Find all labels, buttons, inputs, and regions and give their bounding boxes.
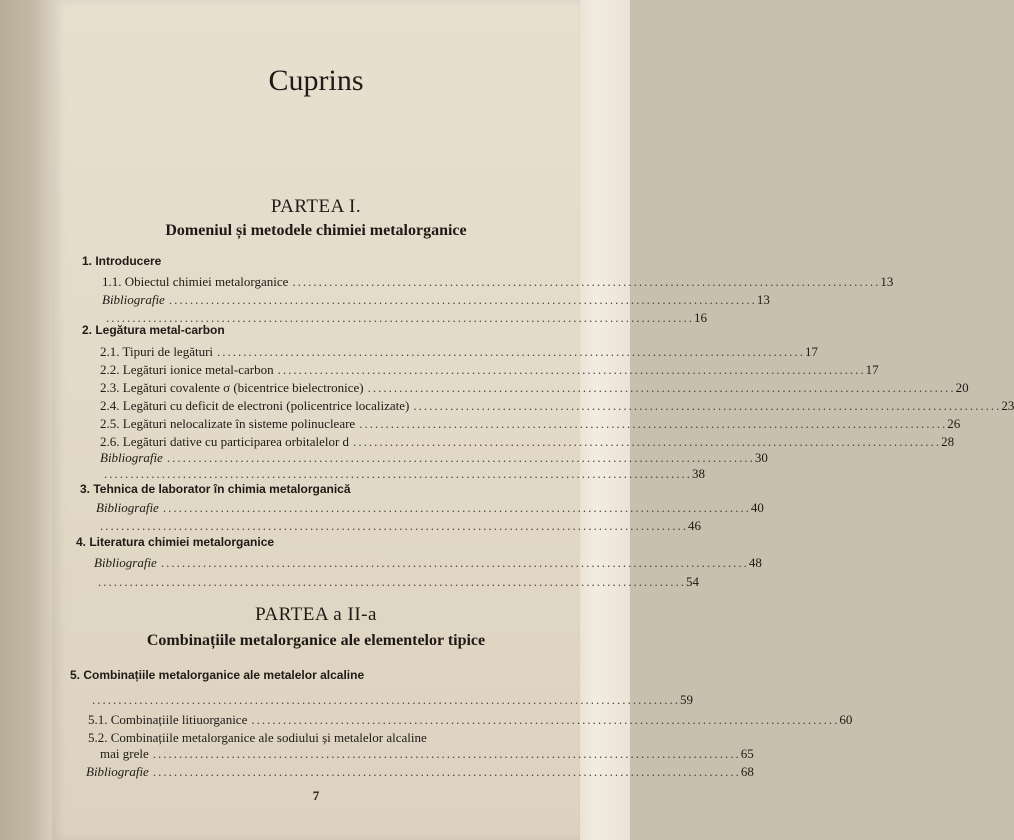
toc-entry — [96, 518, 701, 534]
leader-dots: ................................................................................................................ — [251, 712, 840, 727]
toc-entry-text: 5.1. Combinațiile litiuorganice — [88, 712, 248, 727]
toc-entry — [100, 434, 955, 450]
chapter-1-title: 1. Introducere — [82, 254, 162, 268]
toc-entry — [100, 450, 768, 466]
toc-entry-text: 5.2. Combinațiile metalorganice ale sodiului și metalelor alcaline — [88, 730, 427, 745]
leader-dots: ................................................................................................................ — [217, 344, 806, 359]
chapter-3-title: 3. Tehnica de laborator în chimia metalorganică — [80, 482, 351, 496]
toc-entry-page: 28 — [941, 434, 955, 449]
toc-entry — [86, 764, 754, 780]
toc-entry-page: 17 — [865, 362, 879, 377]
toc-entry-page: 13 — [880, 274, 894, 289]
toc-entry — [100, 416, 961, 432]
toc-entry — [100, 398, 1014, 414]
page-title: Cuprins — [268, 64, 364, 97]
page-number: 7 — [312, 788, 320, 803]
toc-entry-page: 54 — [686, 574, 699, 589]
toc-entry-text: mai grele — [100, 746, 149, 761]
book-gutter — [0, 0, 52, 840]
toc-entry-text: 2.5. Legături nelocalizate în sisteme polinucleare — [100, 416, 356, 431]
toc-entry-page: 38 — [692, 466, 705, 481]
chapter-5-title: 5. Combinațiile metalorganice ale metalelor alcaline — [70, 668, 365, 682]
toc-entry — [100, 466, 705, 482]
leader-dots: ................................................................................................................ — [98, 574, 686, 589]
toc-entry-page: 26 — [947, 416, 961, 431]
toc-entry-text: 1.1. Obiectul chimiei metalorganice — [102, 274, 289, 289]
toc-entry-page: 59 — [680, 692, 693, 707]
toc-entry-page: 46 — [688, 518, 701, 533]
toc-entry — [100, 380, 969, 396]
chapter-4-title: 4. Literatura chimiei metalorganice — [76, 535, 275, 549]
part-1-subtitle: Domeniul și metodele chimiei metalorganice — [165, 222, 467, 239]
part-2-heading: PARTEA a II-a — [255, 604, 377, 625]
toc-entry — [102, 292, 770, 308]
leader-dots: ................................................................................................................ — [92, 692, 680, 707]
toc-entry — [102, 274, 894, 290]
toc-entry-page: 60 — [839, 712, 853, 727]
toc-entry-page: 20 — [955, 380, 969, 395]
leader-dots: ................................................................................................................ — [277, 362, 866, 377]
toc-entry-text: 2.2. Legături ionice metal-carbon — [100, 362, 274, 377]
leader-dots: ................................................................................................................ — [106, 310, 694, 325]
toc-entry — [94, 574, 699, 590]
toc-entry-text: 2.6. Legături dative cu participarea orbitalelor d — [100, 434, 350, 449]
part-2-subtitle: Combinațiile metalorganice ale elementelor tipice — [146, 632, 486, 649]
part-1-heading: PARTEA I. — [270, 196, 362, 217]
toc-entry — [100, 362, 879, 378]
toc-entry-page: 65 — [740, 746, 754, 761]
toc-entry — [88, 712, 853, 728]
leader-dots: ................................................................................................................ — [359, 416, 948, 431]
leader-dots: ................................................................................................................ — [104, 466, 692, 481]
toc-entry-page: 23 — [1001, 398, 1014, 413]
leader-dots: ................................................................................................................ — [160, 555, 749, 570]
toc-entry — [100, 746, 754, 762]
toc-entry-text: 2.3. Legături covalente σ (bicentrice bielectronice) — [100, 380, 364, 395]
toc-entry-text: 2.1. Tipuri de legături — [100, 344, 214, 359]
book-page — [52, 0, 1014, 840]
leader-dots: ................................................................................................................ — [168, 292, 757, 307]
toc-entry-page: 40 — [750, 500, 764, 515]
toc-entry — [88, 692, 693, 708]
toc-entry-text: Bibliografie — [94, 555, 157, 570]
chapter-2-title: 2. Legătura metal-carbon — [82, 323, 225, 337]
leader-dots: ................................................................................................................ — [413, 398, 1002, 413]
leader-dots: ................................................................................................................ — [100, 518, 688, 533]
toc-entry-page: 48 — [748, 555, 762, 570]
leader-dots: ................................................................................................................ — [166, 450, 755, 465]
toc-entry-page: 68 — [740, 764, 754, 779]
toc-entry-page: 16 — [694, 310, 707, 325]
toc-entry-page: 17 — [805, 344, 819, 359]
leader-dots: ................................................................................................................ — [367, 380, 956, 395]
toc-entry-text: Bibliografie — [100, 450, 163, 465]
toc-entry-text: Bibliografie — [96, 500, 159, 515]
leader-dots: ................................................................................................................ — [162, 500, 751, 515]
leader-dots: ................................................................................................................ — [353, 434, 942, 449]
toc-entry — [96, 500, 764, 516]
toc-entry — [94, 555, 762, 571]
leader-dots: ................................................................................................................ — [152, 746, 741, 761]
toc-entry-page: 13 — [756, 292, 770, 307]
toc-entry-text: Bibliografie — [86, 764, 149, 779]
toc-entry — [100, 344, 819, 360]
toc-entry-text: 2.4. Legături cu deficit de electroni (policentrice localizate) — [100, 398, 410, 413]
toc-entry-text: Bibliografie — [102, 292, 165, 307]
leader-dots: ................................................................................................................ — [292, 274, 881, 289]
leader-dots: ................................................................................................................ — [152, 764, 741, 779]
toc-entry-page: 30 — [754, 450, 768, 465]
